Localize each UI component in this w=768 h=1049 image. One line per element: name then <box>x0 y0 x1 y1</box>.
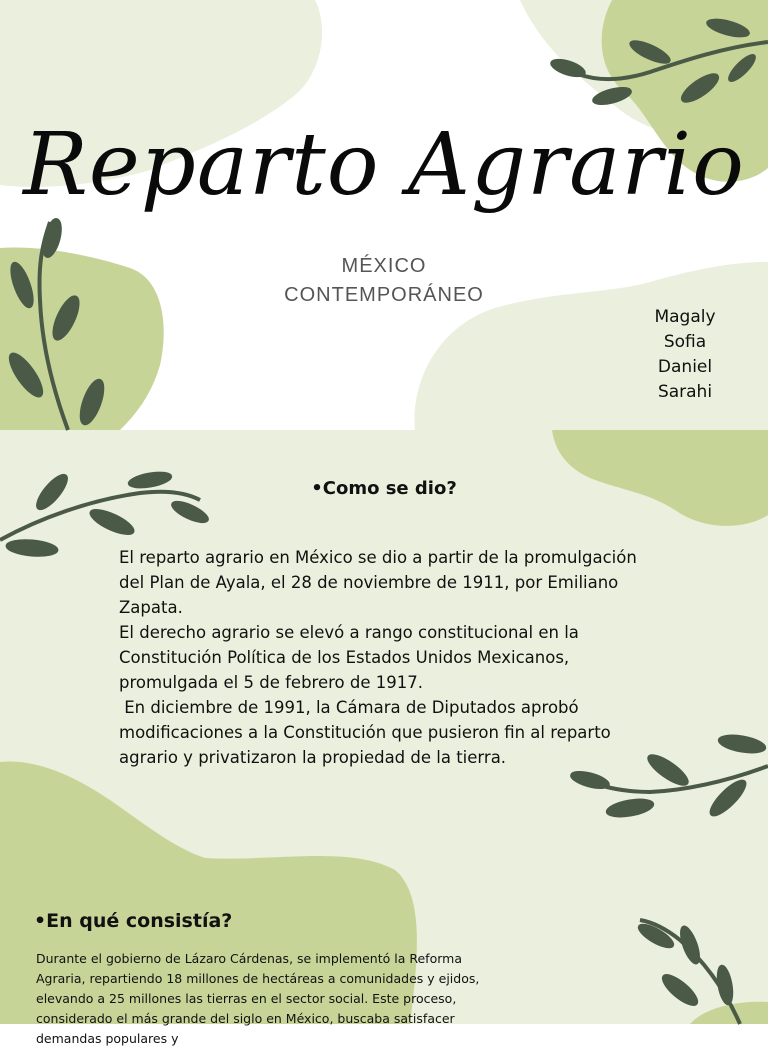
author-list <box>625 305 745 405</box>
subtitle-line: MÉXICO <box>341 255 427 277</box>
author-name: Magaly <box>654 307 716 327</box>
author-name: Daniel <box>657 357 713 377</box>
paragraph: El derecho agrario se elevó a rango constitucional en la Constitución Política de los Estados Unidos Mexicanos, promulgada el 5 de febrero de 1917. <box>119 623 579 692</box>
subtitle-line: CONTEMPORÁNEO <box>284 284 484 306</box>
section-body-como-se-dio <box>119 545 664 770</box>
author-name: Sofia <box>663 332 707 352</box>
paragraph: En diciembre de 1991, la Cámara de Diputados aprobó modificaciones a la Constitución que pusieron fin al reparto agrario y privatizaron la propiedad de la tierra. <box>119 698 617 767</box>
subtitle <box>234 252 534 310</box>
author-name: Sarahi <box>657 382 713 402</box>
section-heading-como-se-dio: •Como se dio? <box>311 478 457 499</box>
document-title: Reparto Agrario <box>23 115 745 215</box>
paragraph: El reparto agrario en México se dio a partir de la promulgación del Plan de Ayala, el 28 de noviembre de 1911, por Emiliano Zapata. <box>119 548 637 617</box>
section-heading-en-que-consistia: •En qué consistía? <box>34 910 233 932</box>
section-body-en-que-consistia: Durante el gobierno de Lázaro Cárdenas, se implementó la Reforma Agraria, repartiendo 18 millones de hectáreas a comunidades y ejidos, elevando a 25 millones las tierras en el sector social. Este proceso, considerado el más grande del siglo en México, buscaba satisfacer demandas populares y <box>36 951 480 1046</box>
